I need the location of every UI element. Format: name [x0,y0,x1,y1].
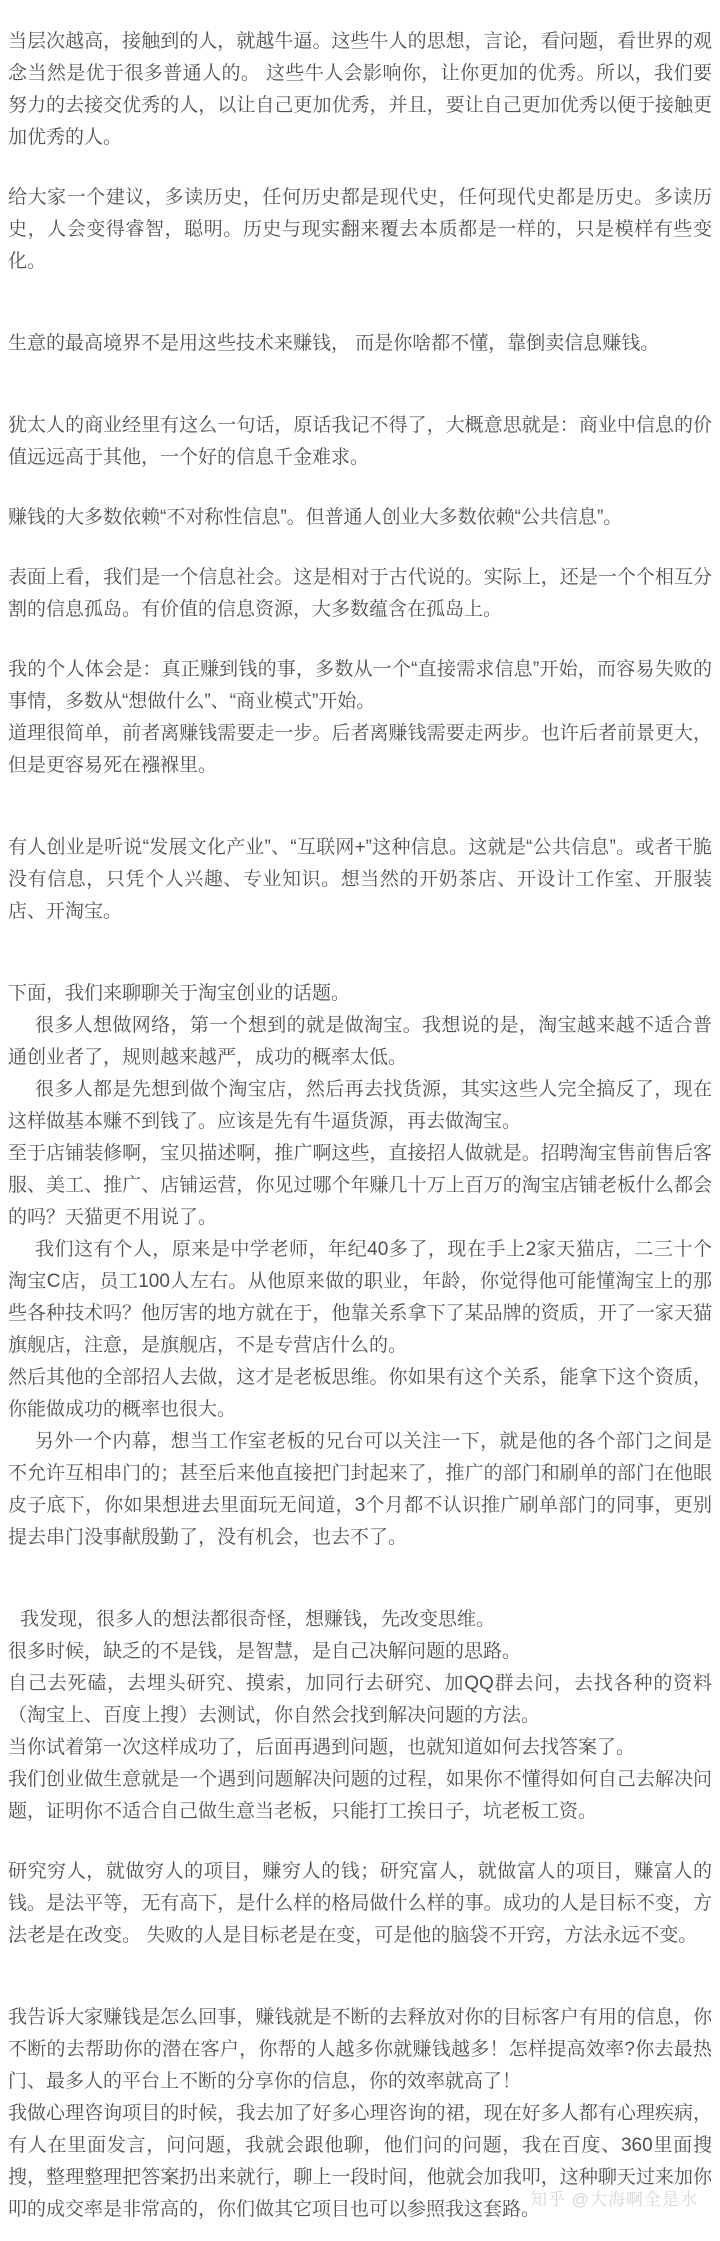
text-block [8,978,712,1554]
paragraph: 生意的最高境界不是用这些技术来赚钱， 而是你啥都不懂，靠倒卖信息赚钱。 [8,333,660,354]
zhihu-watermark: 知乎 @大海啊全是水 [530,2190,698,2209]
paragraph: 给大家一个建议，多读历史，任何历史都是现代史，任何现代史都是历史。多读历史，人会变得睿智，聪明。历史与现实翻来覆去本质都是一样的，只是模样有些变化。 [8,187,712,272]
paragraph: 我们创业做生意就是一个遇到问题解决问题的过程，如果你不懂得如何自己去解决问题，证明你不适合自己做生意当老板，只能打工挨日子，坑老板工资。 [8,1769,712,1822]
text-block [8,26,712,154]
paragraph: 犹太人的商业经里有这么一句话，原话我记不得了，大概意思就是：商业中信息的价值远远高于其他，一个好的信息千金难求。 [8,415,712,468]
paragraph: 很多时候，缺乏的不是钱，是智慧，是自己决解问题的思路。 [8,1641,522,1662]
paragraph: 另外一个内幕，想当工作室老板的兄台可以关注一下，就是他的各个部门之间是不允许互相串门的；甚至后来他直接把门封起来了，推广的部门和刷单的部门在他眼皮子底下，你如果想进去里面玩无间道，3个月都不认识推广刷单部门的同事，更别提去串门没事献殷勤了，没有机会，也去不了。 [8,1431,712,1548]
paragraph: 我发现，很多人的想法都很奇怪，想赚钱，先改变思维。 [20,1609,496,1630]
paragraph: 我们这有个人，原来是中学老师，年纪40多了，现在手上2家天猫店，二三十个淘宝C店，员工100人左右。从他原来做的职业，年龄，你觉得他可能懂淘宝上的那些各种技术吗？他厉害的地方就在于，他靠关系拿下了某品牌的资质，开了一家天猫旗舰店，注意，是旗舰店，不是专营店什么的。 [8,1239,712,1356]
paragraph: 下面，我们来聊聊关于淘宝创业的话题。 [8,983,351,1004]
paragraph: 赚钱的大多数依赖“不对称性信息”。但普通人创业大多数依赖“公共信息”。 [8,507,623,528]
text-block [8,1856,712,1952]
text-block [8,1604,712,1828]
text-block [8,328,712,360]
paragraph: 很多人想做网络，第一个想到的就是做淘宝。我想说的是，淘宝越来越不适合普通创业者了，规则越来越严，成功的概率太低。 [8,1015,712,1068]
paragraph: 我做心理咨询项目的时候，我去加了好多心理咨询的裙，现在好多人都有心理疾病，有人在里面发言，问问题，我就会跟他聊，他们问的问题，我在百度、360里面搜搜，整理整理把答案扔出来就行，聊上一段时间，他就会加我叩，这种聊天过来加你叩的成交率是非常高的，你们做其它项目也可以参照我这套路。 [8,2103,712,2220]
text-block [8,410,712,474]
paragraph: 道理很简单，前者离赚钱需要走一步。后者离赚钱需要走两步。也许后者前景更大，但是更容易死在襁褓里。 [8,723,712,776]
paragraph: 研究穷人，就做穷人的项目，赚穷人的钱；研究富人，就做富人的项目，赚富人的钱。是法平等，无有高下，是什么样的格局做什么样的事。成功的人是目标不变，方法老是在改变。 失败的人是目标老是在变，可是他的脑袋不开窍，方法永远不变。 [8,1861,712,1946]
text-block [8,832,712,928]
paragraph: 然后其他的全部招人去做，这才是老板思维。你如果有这个关系，能拿下这个资质，你能做成功的概率也很大。 [8,1367,712,1420]
text-block [8,502,712,534]
paragraph: 表面上看，我们是一个信息社会。这是相对于古代说的。实际上，还是一个个相互分割的信息孤岛。有价值的信息资源，大多数蕴含在孤岛上。 [8,567,712,620]
paragraph: 很多人都是先想到做个淘宝店，然后再去找货源，其实这些人完全搞反了，现在这样做基本赚不到钱了。应该是先有牛逼货源，再去做淘宝。 [8,1079,712,1132]
paragraph: 当层次越高，接触到的人，就越牛逼。这些牛人的思想，言论，看问题，看世界的观念当然是优于很多普通人的。 这些牛人会影响你，让你更加的优秀。所以，我们要努力的去接交优秀的人，以让自己更加优秀，并且，要让自己更加优秀以便于接触更加优秀的人。 [8,31,712,148]
paragraph: 至于店铺装修啊，宝贝描述啊，推广啊这些，直接招人做就是。招聘淘宝售前售后客服、美工、推广、店铺运营，你见过哪个年赚几十万上百万的淘宝店铺老板什么都会的吗？天猫更不用说了。 [8,1143,712,1228]
paragraph: 我告诉大家赚钱是怎么回事，赚钱就是不断的去释放对你的目标客户有用的信息，你不断的去帮助你的潜在客户，你帮的人越多你就赚钱越多！怎样提高效率?你去最热门、最多人的平台上不断的分享你的信息，你的效率就高了！ [8,2007,712,2092]
paragraph: 有人创业是听说“发展文化产业”、“互联网+”这种信息。这就是“公共信息”。或者干脆没有信息，只凭个人兴趣、专业知识。想当然的开奶茶店、开设计工作室、开服装店、开淘宝。 [8,837,712,922]
text-block [8,182,712,278]
text-block [8,562,712,626]
paragraph: 我的个人体会是：真正赚到钱的事，多数从一个“直接需求信息”开始，而容易失败的事情，多数从“想做什么”、“商业模式”开始。 [8,659,712,712]
paragraph: 自己去死磕，去埋头研究、摸索，加同行去研究、加QQ群去问，去找各种的资料（淘宝上、百度上搜）去测试，你自然会找到解决问题的方法。 [8,1673,712,1726]
text-block [8,654,712,782]
paragraph: 当你试着第一次这样成功了，后面再遇到问题，也就知道如何去找答案了。 [8,1737,636,1758]
